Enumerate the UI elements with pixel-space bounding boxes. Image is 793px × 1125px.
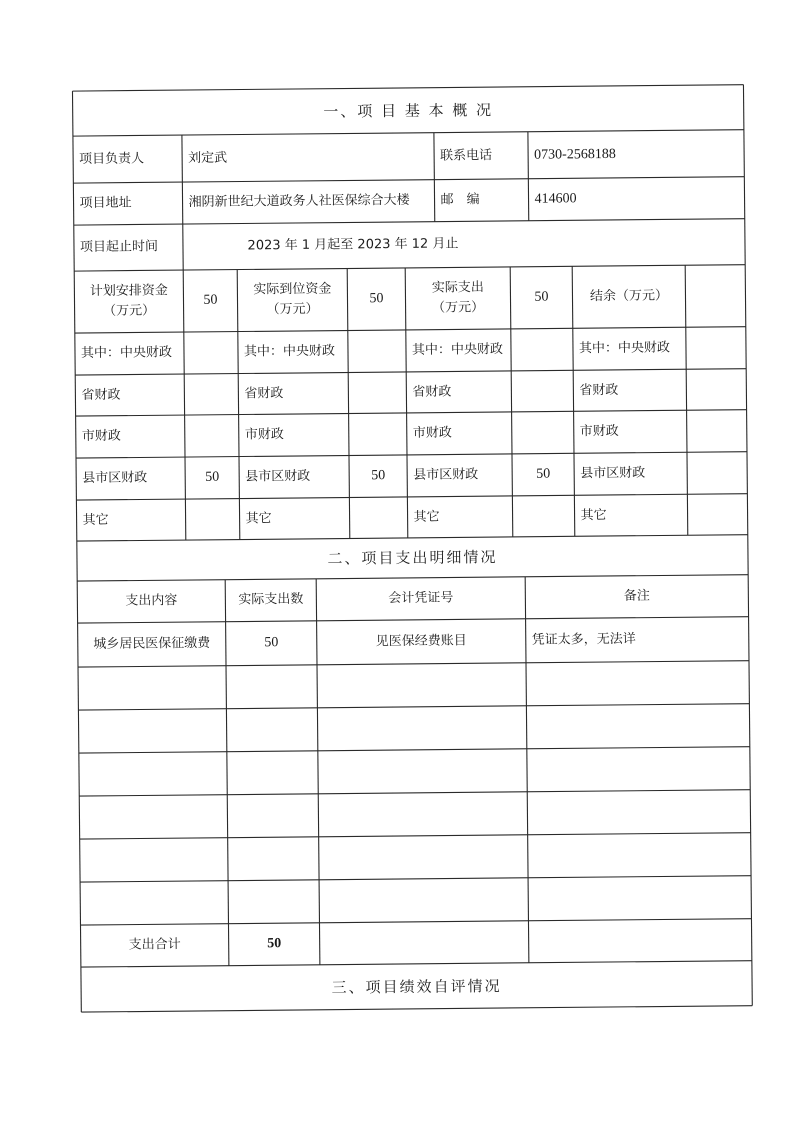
col4-city-label: 市财政 — [579, 423, 619, 440]
col4-province-label: 省财政 — [579, 382, 619, 398]
col1-province-label: 省财政 — [81, 387, 121, 403]
section2-title: 二、项目支出明细情况 — [327, 548, 498, 568]
col3-central-label: 其中：中央财政 — [411, 342, 504, 358]
total-value: 50 — [267, 936, 282, 952]
received-unit: （万元） — [266, 301, 319, 318]
col4-other-label: 其它 — [580, 507, 607, 523]
phone-label: 联系电话 — [440, 147, 493, 164]
col3-city-label: 市财政 — [412, 425, 452, 441]
col2-city-label: 市财政 — [244, 427, 284, 443]
col1-county-value: 50 — [205, 469, 220, 485]
planned-label: 计划安排资金 — [89, 283, 168, 299]
postcode-label: 邮 编 — [440, 192, 480, 208]
planned-header — [74, 270, 184, 333]
spent-header — [405, 267, 511, 330]
period-label: 项目起止时间 — [79, 239, 159, 256]
planned-unit: （万元） — [103, 303, 156, 319]
spent-label: 实际支出 — [431, 280, 484, 296]
col2-province-label: 省财政 — [244, 385, 284, 401]
spent-unit: （万元） — [431, 300, 485, 316]
address-value: 湘阴新世纪大道政务人社医保综合大楼 — [188, 192, 410, 211]
col3-other-label: 其它 — [413, 509, 440, 525]
received-label: 实际到位资金 — [253, 281, 332, 298]
balance-value — [685, 265, 746, 328]
col2-county-value: 50 — [371, 468, 386, 484]
col3-county-label: 县市区财政 — [413, 467, 479, 483]
col3-county-value: 50 — [536, 466, 551, 482]
received-header — [237, 268, 348, 331]
col1-other-label: 其它 — [82, 512, 109, 528]
col2-central-label: 其中：中央财政 — [243, 343, 336, 360]
col1-central-label: 其中：中央财政 — [80, 345, 173, 362]
col1-county-label: 县市区财政 — [82, 470, 148, 487]
period-value: 2023 年 1 月起至 2023 年 12 月止 — [247, 236, 459, 254]
col4-central-label: 其中：中央财政 — [578, 340, 671, 357]
col4-county-label: 县市区财政 — [580, 465, 646, 482]
received-value: 50 — [369, 291, 384, 307]
balance-label: 结余（万元） — [589, 288, 669, 305]
leader-value: 刘定武 — [188, 150, 228, 166]
col-voucher-header: 会计凭证号 — [388, 590, 454, 607]
section3-title: 三、项目绩效自评情况 — [331, 976, 502, 997]
col-content-header: 支出内容 — [125, 593, 178, 609]
row1-remark: 凭证太多，无法详 — [531, 631, 636, 648]
planned-value: 50 — [203, 292, 218, 308]
col1-city-label: 市财政 — [81, 428, 121, 445]
spent-value: 50 — [534, 289, 549, 305]
leader-label: 项目负责人 — [79, 150, 145, 167]
address-label: 项目地址 — [79, 195, 132, 212]
total-label: 支出合计 — [128, 937, 181, 953]
phone-value: 0730-2568188 — [534, 146, 616, 163]
row1-voucher: 见医保经费账目 — [375, 633, 467, 650]
col-remark-header: 备注 — [623, 588, 650, 604]
col-amount-header: 实际支出数 — [238, 591, 304, 608]
col2-other-label: 其它 — [245, 510, 272, 526]
section1-title: 一、项 目 基 本 概 况 — [323, 100, 494, 121]
col2-county-label: 县市区财政 — [245, 468, 311, 485]
col3-province-label: 省财政 — [412, 383, 452, 400]
row1-content: 城乡居民医保征缴费 — [93, 635, 211, 652]
postcode-value: 414600 — [534, 191, 577, 207]
row1-amount: 50 — [264, 635, 279, 651]
